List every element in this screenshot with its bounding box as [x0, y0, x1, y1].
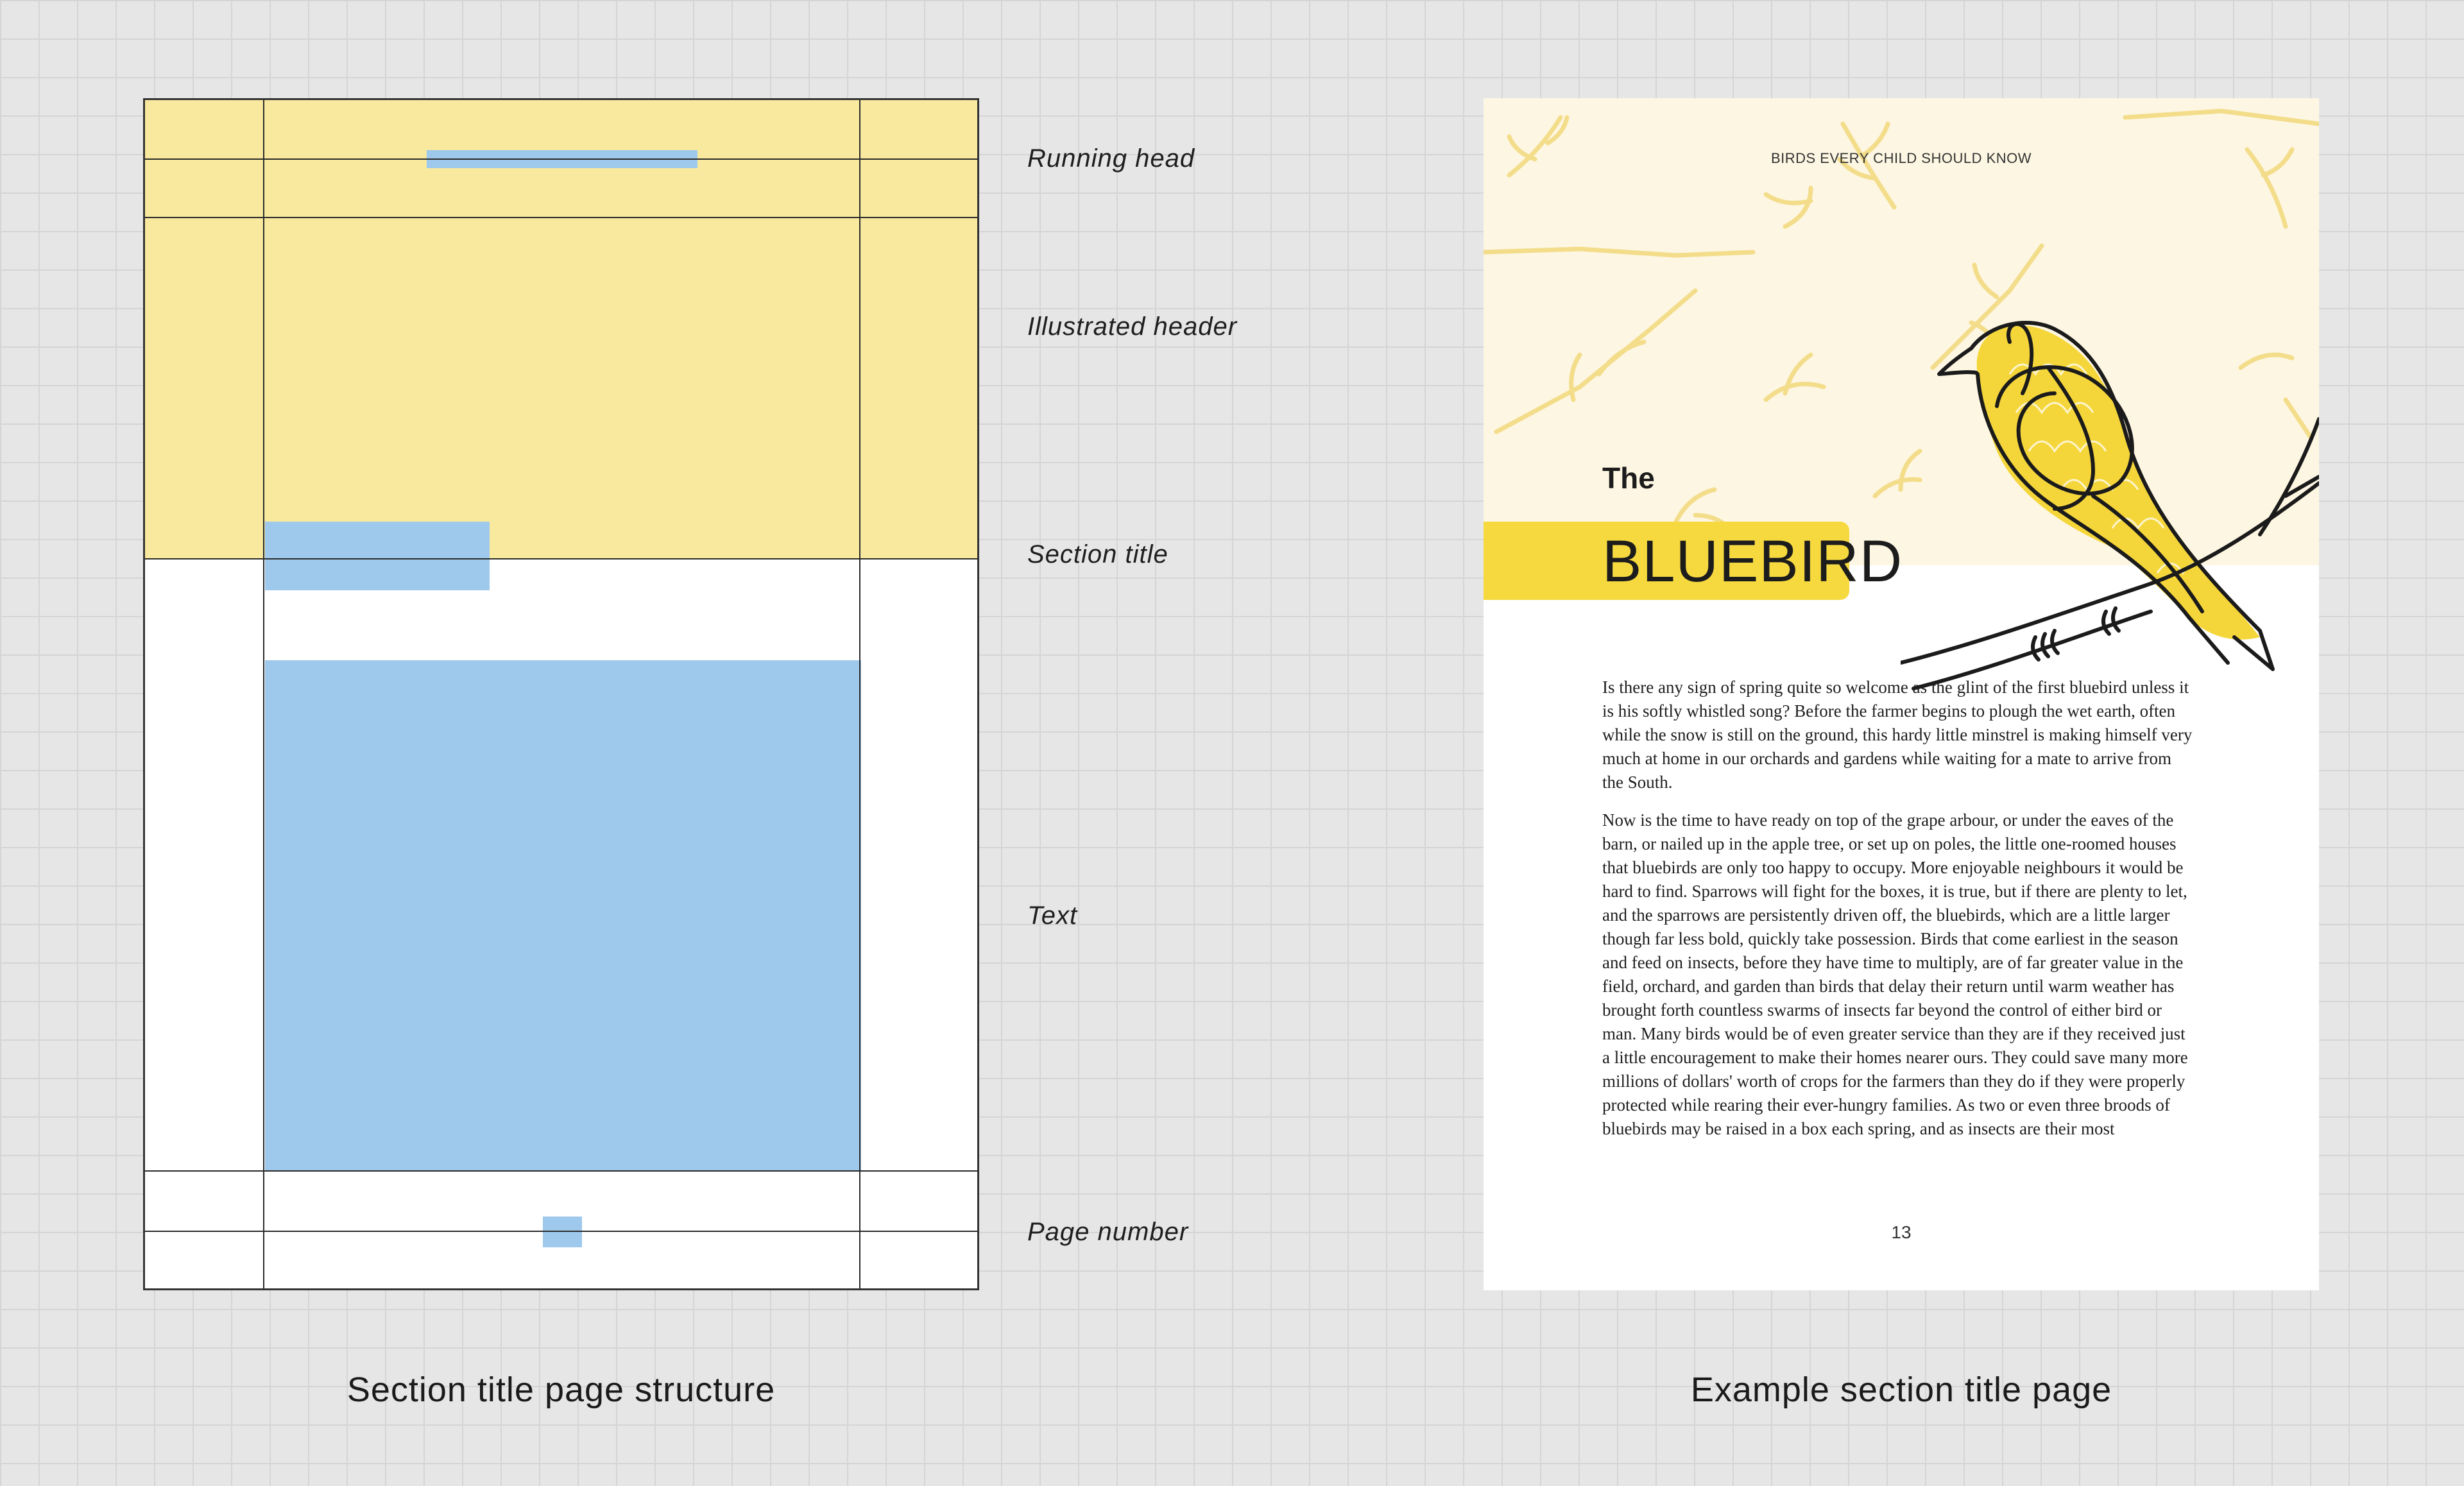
section-title-prefix: The	[1602, 461, 1655, 495]
body-paragraph: Now is the time to have ready on top of the grape arbour, or under the eaves of the barn, or nailed up in the apple tree, or set up on poles, the little one-roomed houses that bluebirds are only too happy to occupy. More enjoyable neighbours it would be hard to find. Sparrows will fight for the boxes, it is true, but if there are plenty to let, and the sparrows are persistently driven off, the bluebirds, which are a little larger though far less bold, quickly take possession. Birds that come earliest in the season and feed on insects, before they have time to multiply, are of far greater value in the field, orchard, and garden than birds that delay their return until warm weather has brought forth countless swarms of insects far beyond the control of either bird or man. Many birds would be of even greater service than they are if they received just a little encouragement to make their homes nearer ours. They could save many more millions of dollars' worth of crops for the farmers than they do if they were properly protected while rearing their ever-hungry families. As two or even three broods of bluebirds may be raised in a box each spring, and as insects are their most	[1602, 810, 2188, 1138]
grid-line-foot-2	[145, 1231, 977, 1232]
label-page-number: Page number	[1027, 1218, 1189, 1246]
grid-line-right-margin	[859, 100, 860, 1288]
body-paragraph: Is there any sign of spring quite so welcome as the glint of the first bluebird unless it is his softly whistled song? Before the farmer begins to plough the wet earth, often while the snow is still on the ground, this hardy little minstrel is making himself very much at home in our orchards and gardens while waiting for a mate to arrive from the South.	[1602, 678, 2193, 792]
page-number-block	[543, 1217, 582, 1247]
example-page	[1484, 98, 2319, 1290]
body-text	[1602, 676, 2193, 1155]
illustrated-header-zone	[145, 100, 977, 558]
section-title-block	[265, 522, 490, 590]
grid-line-foot-1	[145, 1170, 977, 1172]
caption-structure: Section title page structure	[346, 1371, 776, 1409]
page-structure-diagram	[143, 98, 979, 1290]
grid-line-left-margin	[263, 100, 264, 1288]
caption-example: Example section title page	[1690, 1371, 2112, 1409]
grid-line-header-bottom	[145, 558, 977, 559]
running-head: BIRDS EVERY CHILD SHOULD KNOW	[1770, 150, 2032, 166]
grid-line-head-2	[145, 217, 977, 218]
section-title: BLUEBIRD	[1602, 529, 1903, 594]
label-running-head: Running head	[1027, 144, 1195, 173]
label-illustrated-header: Illustrated header	[1027, 312, 1238, 341]
label-text: Text	[1027, 901, 1078, 930]
text-block	[265, 660, 861, 1171]
page-number: 13	[1891, 1222, 1912, 1242]
label-section-title: Section title	[1027, 540, 1168, 568]
grid-line-head-1	[145, 158, 977, 160]
